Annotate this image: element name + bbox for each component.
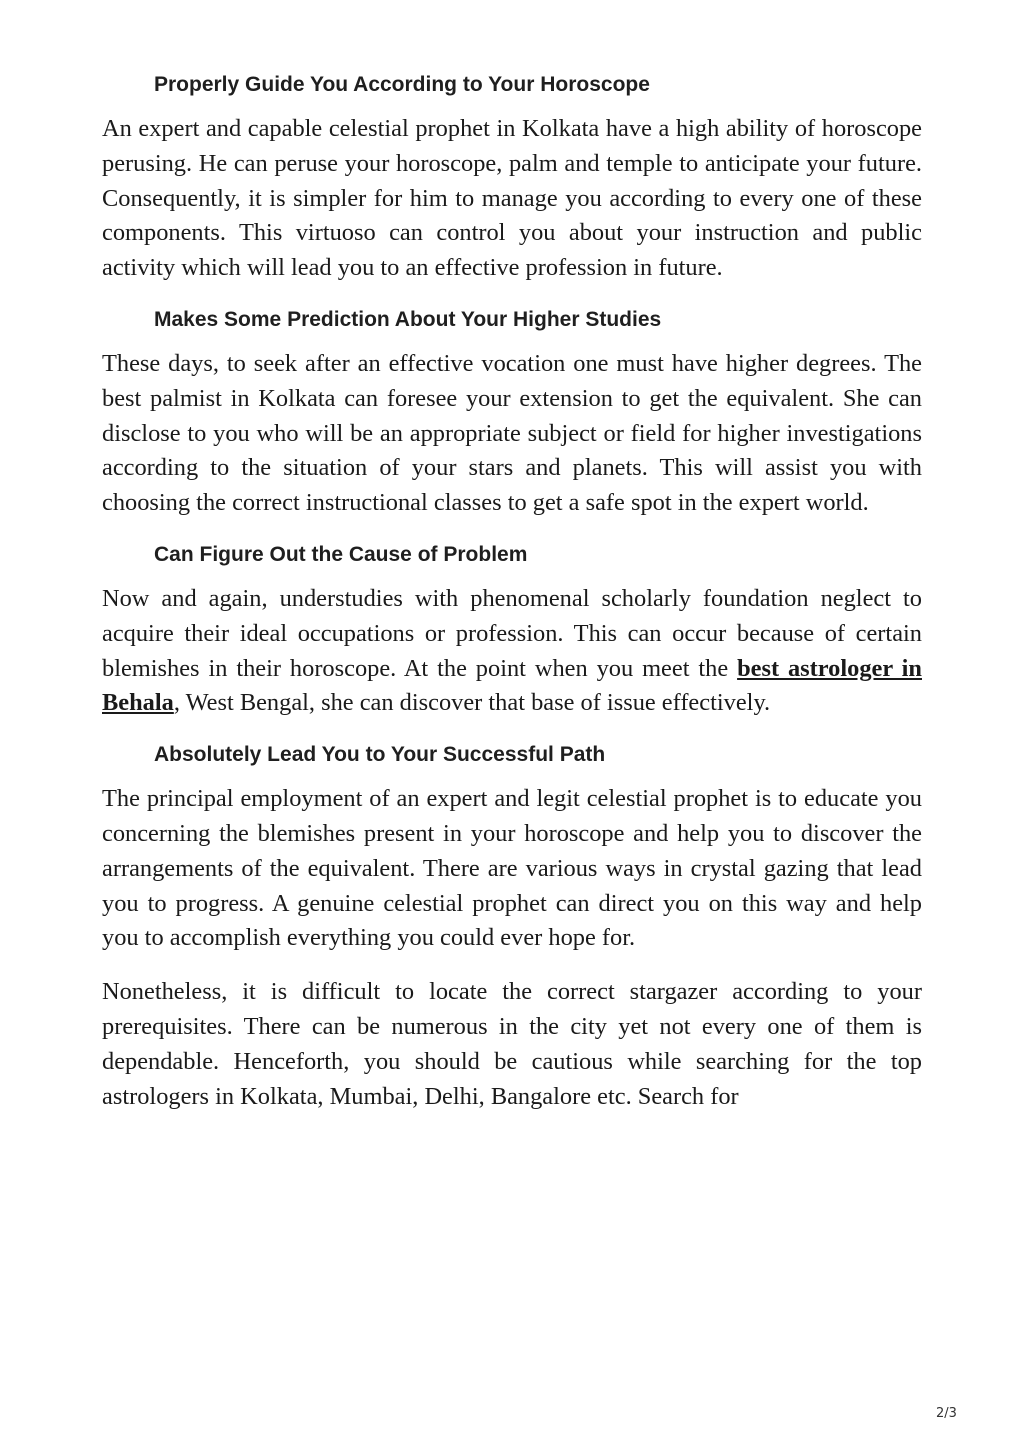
- section-heading: Properly Guide You According to Your Horoscope: [154, 73, 650, 96]
- paragraph-text-after-link: , West Bengal, she can discover that base of issue effectively.: [173, 689, 771, 717]
- section-paragraph: An expert and capable celestial prophet in Kolkata have a high ability of horoscope perusing. He can peruse your horoscope, palm and temple to anticipate your future. Consequently, it is simpler for him to manage you according to every one of these components. This virtuoso can control you about your instruction and public activity which will lead you to an effective profession in future.: [102, 115, 922, 282]
- section-paragraph: The principal employment of an expert and legit celestial prophet is to educate you concerning the blemishes present in your horoscope and help you to discover the arrangements of the equivalent. There are various ways in crystal gazing that lead you to progress. A genuine celestial prophet can direct you on this way and help you to accomplish everything you could ever hope for.: [102, 785, 922, 952]
- section-heading: Makes Some Prediction About Your Higher Studies: [154, 307, 662, 331]
- closing-paragraph: Nonetheless, it is difficult to locate the correct stargazer according to your prerequisites. There can be numerous in the city yet not every one of them is dependable. Henceforth, you should be cautious while searching for the top astrologers in Kolkata, Mumbai, Delhi, Bangalore etc. Search for: [102, 978, 922, 1110]
- section-paragraph: These days, to seek after an effective vocation one must have higher degrees. The best palmist in Kolkata can foresee your extension to get the equivalent. She can disclose to you who will be an appropriate subject or field for higher investigations according to the situation of your stars and planets. This will assist you with choosing the correct instructional classes to get a safe spot in the expert world.: [102, 349, 922, 517]
- section-heading: Can Figure Out the Cause of Problem: [154, 542, 528, 566]
- page-number: 2/3: [936, 1406, 957, 1421]
- article-body: [102, 70, 922, 1133]
- section-heading: Absolutely Lead You to Your Successful Path: [154, 743, 606, 767]
- paragraph-text-before-link: Now and again, understudies with phenomenal scholarly foundation neglect to acquire their ideal occupations or profession. This can occur because of certain blemishes in their horoscope. At the point when you meet the: [102, 584, 922, 682]
- section-paragraph-with-link: [102, 582, 922, 721]
- best-astrologer-behala-link[interactable]: best astrologer in Behala: [102, 654, 922, 717]
